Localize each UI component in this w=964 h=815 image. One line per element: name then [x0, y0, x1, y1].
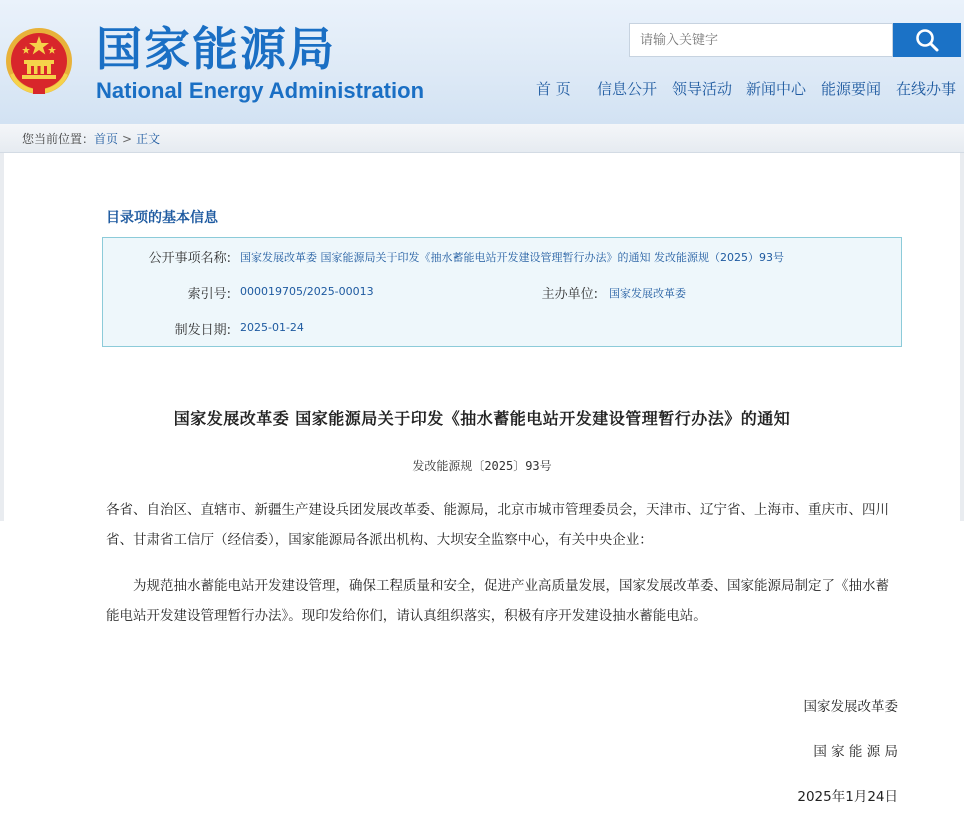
info-date-label: 制发日期: [174, 323, 231, 338]
info-name-label: 公开事项名称: [148, 251, 231, 266]
national-emblem-icon [4, 24, 74, 98]
nav-leadership[interactable]: 领导活动 [672, 80, 733, 98]
info-org-label: 主办单位: [541, 287, 598, 302]
breadcrumb-home[interactable]: 首页 [94, 132, 119, 146]
signature-date: 2025年1月24日 [797, 789, 898, 805]
breadcrumb-bar [0, 124, 964, 153]
signature-ndrc: 国家发展改革委 [803, 699, 898, 715]
search-button[interactable] [893, 23, 961, 57]
info-index-label: 索引号: [187, 287, 231, 302]
breadcrumb-current[interactable]: 正文 [136, 132, 161, 146]
site-title-cn: 国家能源局 [96, 22, 336, 76]
site-title-en: National Energy Administration [96, 78, 425, 103]
breadcrumb-prefix: 您当前位置： [22, 132, 95, 146]
signature-nea: 国 家 能 源 局 [813, 744, 898, 760]
nav-energy-news[interactable]: 能源要闻 [821, 80, 882, 98]
chevron-right-icon: > [122, 132, 133, 146]
info-section-title: 目录项的基本信息 [106, 210, 218, 226]
search-icon [914, 27, 940, 53]
info-name-value: 国家发展改革委 国家能源局关于印发《抽水蓄能电站开发建设管理暂行办法》的通知 发改能源规（2025）93号 [240, 251, 784, 264]
info-table [102, 237, 902, 347]
nav-home[interactable]: 首 页 [536, 80, 571, 98]
info-index-value: 000019705/2025-00013 [240, 285, 374, 298]
nav-info-disclosure[interactable]: 信息公开 [597, 80, 658, 98]
nav-online-services[interactable]: 在线办事 [896, 80, 957, 98]
document-paragraph: 为规范抽水蓄能电站开发建设管理，确保工程质量和安全，促进产业高质量发展，国家发展改革委、国家能源局制定了《抽水蓄能电站开发建设管理暂行办法》。现印发给你们，请认真组织落实，积极有序开发建设抽水蓄能电站。 [106, 578, 889, 624]
document-title: 国家发展改革委 国家能源局关于印发《抽水蓄能电站开发建设管理暂行办法》的通知 [173, 409, 791, 428]
search-box [629, 23, 893, 57]
search-input[interactable] [630, 24, 890, 56]
document-recipients: 各省、自治区、直辖市、新疆生产建设兵团发展改革委、能源局，北京市城市管理委员会，天津市、辽宁省、上海市、重庆市、四川省、甘肃省工信厅（经信委），国家能源局各派出机构、大坝安全监察中心，有关中央企业： [106, 502, 889, 548]
info-date-value: 2025-01-24 [240, 321, 304, 334]
info-org-value: 国家发展改革委 [609, 287, 686, 300]
nav-news[interactable]: 新闻中心 [746, 80, 807, 98]
site-header [0, 0, 964, 124]
breadcrumb [22, 130, 160, 147]
document-number: 发改能源规〔2025〕93号 [412, 459, 552, 473]
